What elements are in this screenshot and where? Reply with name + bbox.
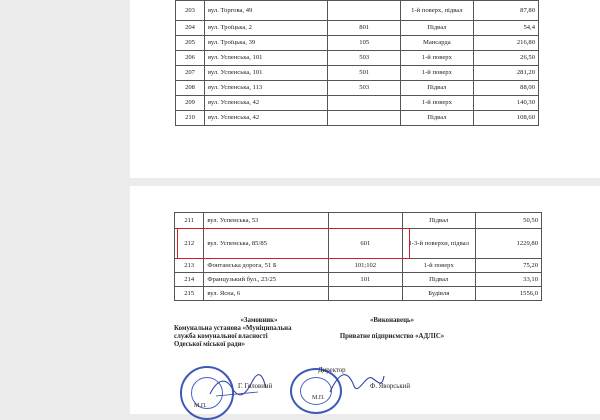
address-cell: вул. Ясна, 6 xyxy=(204,287,329,301)
row-number: 212 xyxy=(175,229,204,259)
table-row xyxy=(175,229,542,259)
floor-cell: Підвал xyxy=(402,213,475,229)
property-table-page-1 xyxy=(175,0,539,126)
table-row xyxy=(175,259,542,273)
ref-cell xyxy=(329,287,402,301)
area-cell: 1556,0 xyxy=(475,287,541,301)
ref-cell xyxy=(328,1,401,21)
row-number: 204 xyxy=(176,21,205,36)
row-number: 206 xyxy=(176,51,205,66)
area-cell: 108,60 xyxy=(473,111,538,126)
area-cell: 216,80 xyxy=(473,36,538,51)
document-page-1 xyxy=(130,0,600,178)
area-cell: 88,00 xyxy=(473,81,538,96)
address-cell: вул. Успенська, 53 xyxy=(204,213,329,229)
row-number: 208 xyxy=(176,81,205,96)
address-cell: Французький бул., 23/25 xyxy=(204,273,329,287)
row-number: 209 xyxy=(176,96,205,111)
ref-cell: 503 xyxy=(328,51,401,66)
area-cell: 50,50 xyxy=(475,213,541,229)
row-number: 207 xyxy=(176,66,205,81)
address-cell: вул. Успенська, 101 xyxy=(205,66,328,81)
table-row xyxy=(176,96,539,111)
ref-cell: 105 xyxy=(328,36,401,51)
ref-cell: 503 xyxy=(328,81,401,96)
table-row xyxy=(176,51,539,66)
contractor-line-1: Приватне підприємство «АДЛІС» xyxy=(339,333,445,340)
customer-line-1: Комунальна установа «Муніципальна xyxy=(174,325,292,332)
address-cell: вул. Успенська, 101 xyxy=(205,51,328,66)
ref-cell: 801 xyxy=(328,21,401,36)
row-number: 210 xyxy=(176,111,205,126)
area-cell: 87,80 xyxy=(473,1,538,21)
property-table-page-2 xyxy=(174,212,542,301)
area-cell: 75,20 xyxy=(475,259,541,273)
floor-cell: Підвал xyxy=(402,273,475,287)
ref-cell: 101;102 xyxy=(329,259,402,273)
row-number: 214 xyxy=(175,273,204,287)
document-page-2 xyxy=(130,186,600,414)
floor-cell: 1-3-й поверхи, підвал xyxy=(402,229,475,259)
contractor-signer-name: Ф. Яворський xyxy=(370,383,410,390)
floor-cell: Підвал xyxy=(401,111,474,126)
area-cell: 33,10 xyxy=(475,273,541,287)
table-row xyxy=(175,213,542,229)
address-cell: вул. Успенська, 113 xyxy=(205,81,328,96)
customer-line-3: Одеської міської ради» xyxy=(174,341,246,348)
area-cell: 140,30 xyxy=(473,96,538,111)
floor-cell: 1-й поверх xyxy=(402,259,475,273)
floor-cell: Підвал xyxy=(401,81,474,96)
area-cell: 54,4 xyxy=(473,21,538,36)
ref-cell xyxy=(329,213,402,229)
table-row xyxy=(175,273,542,287)
contractor-director-label: Директор xyxy=(318,367,346,374)
contractor-block xyxy=(312,317,472,341)
customer-signer-name: Г. Головний xyxy=(238,383,273,390)
floor-cell: Будівля xyxy=(402,287,475,301)
address-cell: вул. Троїцька, 39 xyxy=(205,36,328,51)
contractor-heading: «Виконавець» xyxy=(370,317,414,324)
address-cell: вул. Троїцька, 2 xyxy=(205,21,328,36)
table-row xyxy=(176,111,539,126)
ref-cell: 101 xyxy=(329,273,402,287)
area-cell: 281,20 xyxy=(473,66,538,81)
address-cell: вул. Успенська, 85/85 xyxy=(204,229,329,259)
table-row xyxy=(176,36,539,51)
table-row xyxy=(176,81,539,96)
row-number: 205 xyxy=(176,36,205,51)
ref-cell: 501 xyxy=(328,66,401,81)
customer-line-2: служба комунальної власності xyxy=(174,333,268,340)
row-number: 203 xyxy=(176,1,205,21)
floor-cell: 1-й поверх xyxy=(401,51,474,66)
floor-cell: 1-й поверх, підвал xyxy=(401,1,474,21)
table-row xyxy=(176,1,539,21)
table-row xyxy=(176,66,539,81)
floor-cell: Мансарда xyxy=(401,36,474,51)
floor-cell: Підвал xyxy=(401,21,474,36)
address-cell: вул. Торгова, 49 xyxy=(205,1,328,21)
row-number: 211 xyxy=(175,213,204,229)
table-row xyxy=(176,21,539,36)
ref-cell: 601 xyxy=(329,229,402,259)
contractor-mp-label: М.П. xyxy=(312,395,325,401)
area-cell: 1229,80 xyxy=(475,229,541,259)
ref-cell xyxy=(328,96,401,111)
table-row xyxy=(175,287,542,301)
row-number: 215 xyxy=(175,287,204,301)
row-number: 213 xyxy=(175,259,204,273)
floor-cell: 1-й поверх xyxy=(401,66,474,81)
floor-cell: 1-й поверх xyxy=(401,96,474,111)
address-cell: вул. Успенська, 42 xyxy=(205,96,328,111)
address-cell: Фонтанська дорога, 51 Б xyxy=(204,259,329,273)
customer-mp-label: М.П. xyxy=(194,403,207,409)
ref-cell xyxy=(328,111,401,126)
customer-heading: «Замовник» xyxy=(240,317,278,324)
address-cell: вул. Успенська, 42 xyxy=(205,111,328,126)
area-cell: 26,50 xyxy=(473,51,538,66)
